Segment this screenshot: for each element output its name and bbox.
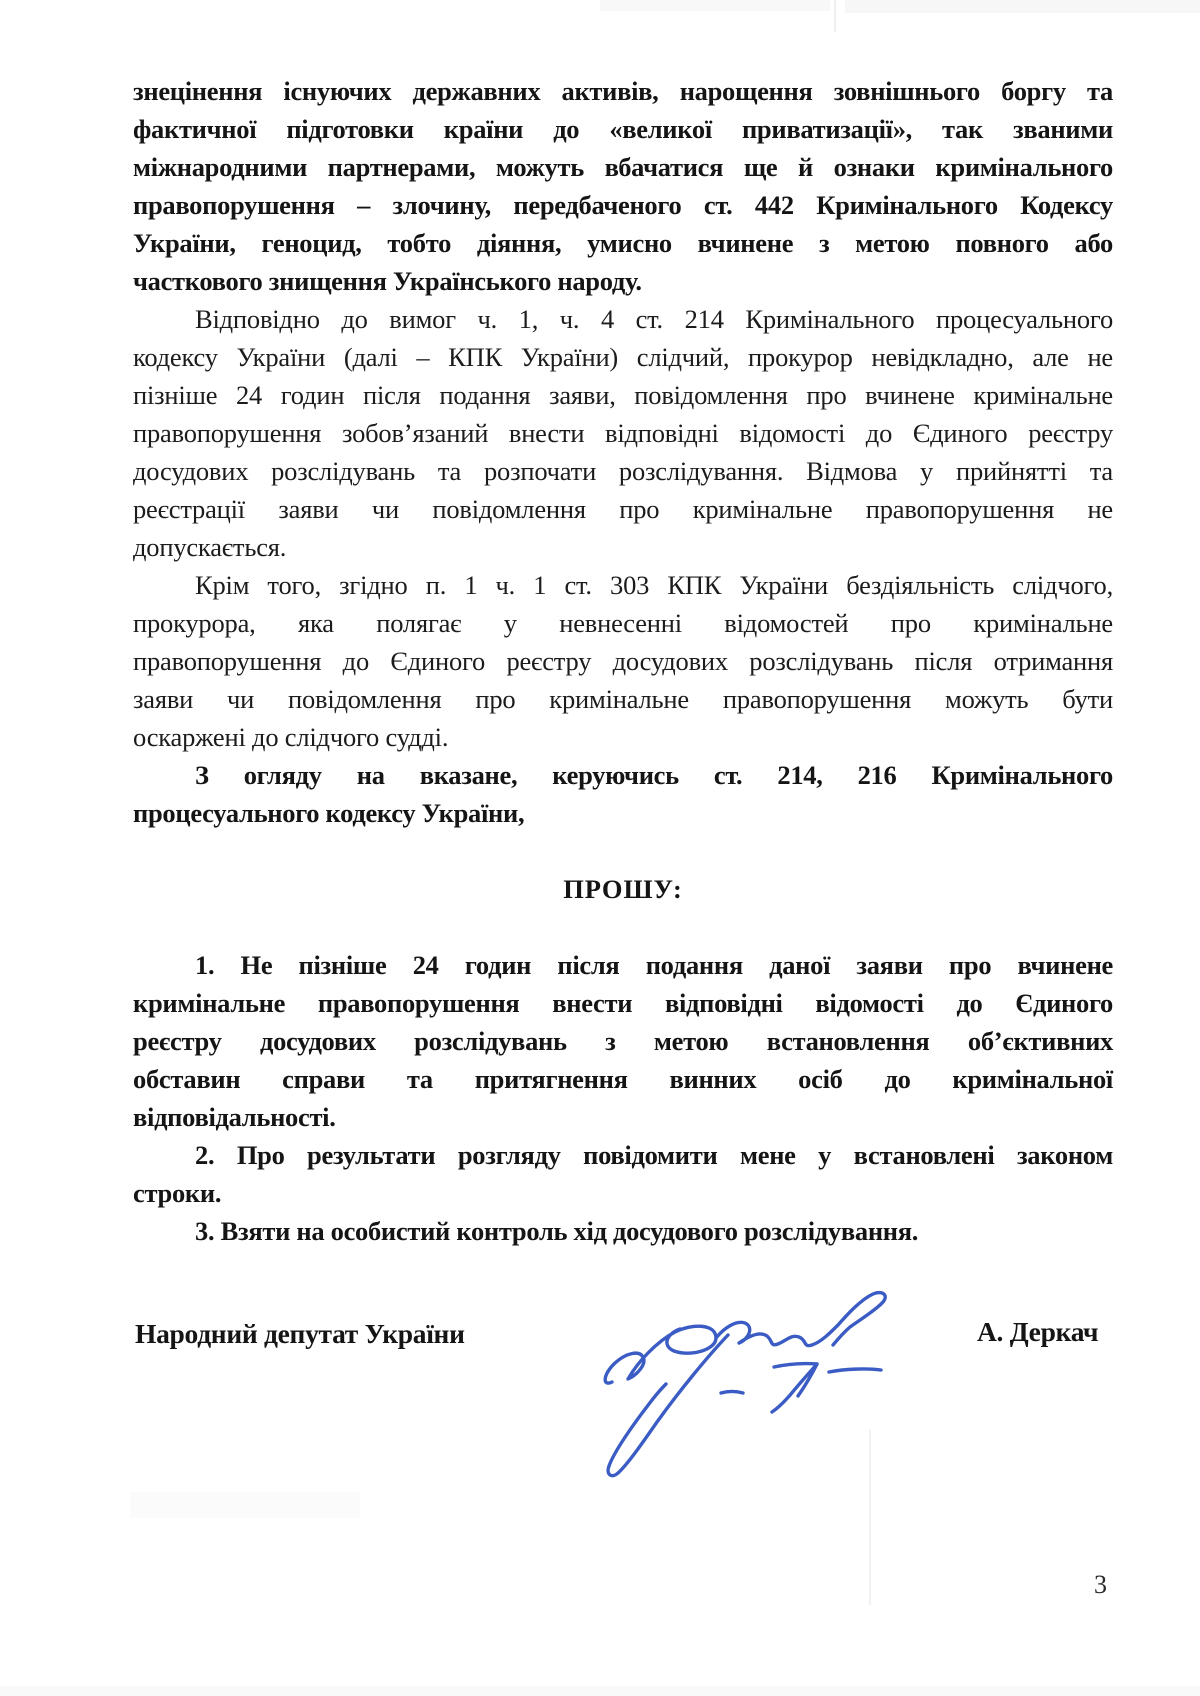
text-line: обставин справи та притягнення винних осіб до кримінальної <box>133 1064 1113 1094</box>
text-line: Відповідно до вимог ч. 1, ч. 4 ст. 214 Кримінального процесуального <box>195 304 1113 334</box>
text-line: прокурора, яка полягає у невнесенні відомостей про кримінальне <box>133 608 1113 638</box>
text-line: заяви чи повідомлення про кримінальне правопорушення можуть бути <box>133 684 1113 714</box>
text-line: пізніше 24 годин після подання заяви, повідомлення про вчинене кримінальне <box>133 380 1113 410</box>
text-line: правопорушення до Єдиного реєстру досудових розслідувань після отримання <box>133 646 1113 676</box>
paragraph <box>133 756 1113 832</box>
scan-artifact <box>130 1492 360 1518</box>
text-line: 2. Про результати розгляду повідомити мене у встановлені законом <box>195 1140 1113 1170</box>
paragraph <box>133 946 1113 1136</box>
paragraph <box>133 1136 1113 1212</box>
text-line: часткового знищення Українського народу. <box>133 266 642 296</box>
signatory-name: А. Деркач <box>977 1316 1099 1347</box>
text-line: ПРОШУ: <box>563 874 683 904</box>
text-line: 1. Не пізніше 24 годин після подання даної заяви про вчинене <box>195 950 1113 980</box>
text-line: досудових розслідувань та розпочати розслідування. Відмова у прийнятті та <box>133 456 1113 486</box>
signatory-role-label: Народний депутат України <box>135 1318 465 1349</box>
paragraph <box>133 566 1113 756</box>
text-line: кодексу України (далі – КПК України) слідчий, прокурор невідкладно, але не <box>133 342 1113 372</box>
section-heading <box>133 870 1113 908</box>
text-line: міжнародними партнерами, можуть вбачатися ще й ознаки кримінального <box>133 152 1113 182</box>
paragraph <box>133 300 1113 566</box>
text-line: строки. <box>133 1178 222 1208</box>
text-line: відповідальності. <box>133 1102 336 1132</box>
handwritten-signature-icon <box>540 1250 940 1510</box>
text-line: Крім того, згідно п. 1 ч. 1 ст. 303 КПК України бездіяльність слідчого, <box>195 570 1113 600</box>
text-line: правопорушення зобов’язаний внести відповідні відомості до Єдиного реєстру <box>133 418 1113 448</box>
text-line: кримінальне правопорушення внести відповідні відомості до Єдиного <box>133 988 1113 1018</box>
scan-artifact <box>834 0 836 32</box>
text-line: оскаржені до слідчого судді. <box>133 722 449 752</box>
scan-artifact <box>845 0 1200 13</box>
text-line: допускається. <box>133 532 287 562</box>
scan-artifact <box>600 0 830 11</box>
text-line: знецінення існуючих державних активів, нарощення зовнішнього боргу та <box>133 76 1113 106</box>
text-line: правопорушення – злочину, передбаченого ст. 442 Кримінального Кодексу <box>133 190 1113 220</box>
text-line: процесуального кодексу України, <box>133 798 525 828</box>
document-body <box>133 72 1113 1250</box>
text-line: реєстрації заяви чи повідомлення про кримінальне правопорушення не <box>133 494 1113 524</box>
page-number: 3 <box>1094 1570 1107 1599</box>
text-line: України, геноцид, тобто діяння, умисно вчинене з метою повного або <box>133 228 1113 258</box>
text-line: фактичної підготовки країни до «великої приватизації», так званими <box>133 114 1113 144</box>
paragraph <box>133 72 1113 300</box>
text-line: З огляду на вказане, керуючись ст. 214, 216 Кримінального <box>195 760 1113 790</box>
scan-artifact <box>0 1686 1200 1696</box>
paragraph <box>133 1212 1113 1250</box>
text-line: реєстру досудових розслідувань з метою встановлення об’єктивних <box>133 1026 1113 1056</box>
text-line: 3. Взяти на особистий контроль хід досудового розслідування. <box>195 1216 919 1246</box>
